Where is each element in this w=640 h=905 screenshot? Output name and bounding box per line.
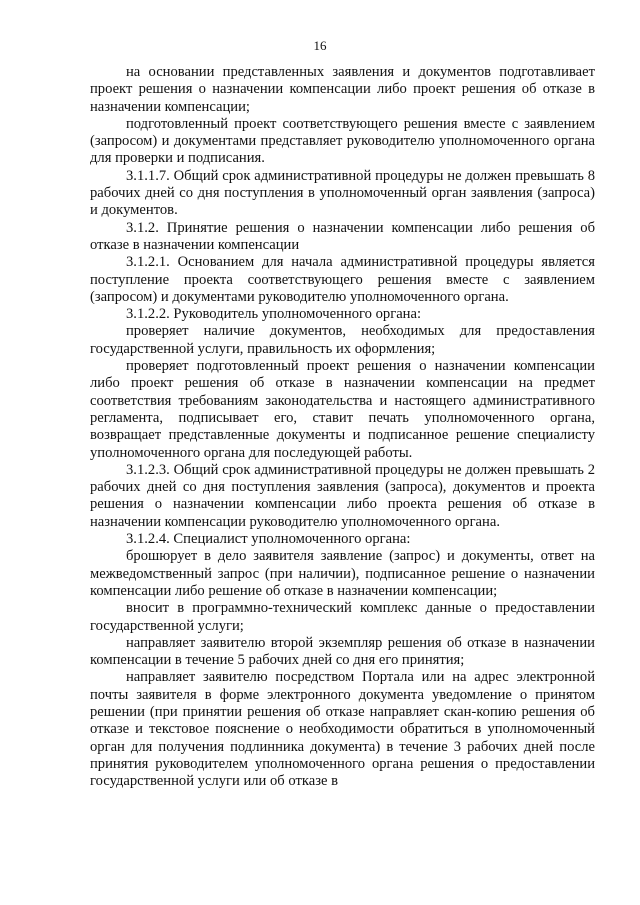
paragraph: 3.1.2.4. Специалист уполномоченного органа: bbox=[126, 531, 411, 548]
paragraph: брошюрует в дело заявителя заявление (запрос) и документы, ответ на межведомственный запрос (при наличии), подписанное решение о назначении компенсации либо решение об отказе в назначении компенсации; bbox=[90, 548, 595, 599]
document-body bbox=[90, 64, 595, 790]
section-heading: 3.1.2. Принятие решения о назначении компенсации либо решения об отказе в назначении компенсации bbox=[90, 219, 595, 253]
paragraph: 3.1.1.7. Общий срок административной процедуры не должен превышать 8 рабочих дней со дня поступления в уполномоченный орган заявления (запроса) и документов. bbox=[90, 167, 595, 219]
paragraph: проверяет подготовленный проект решения о назначении компенсации либо проект решения об отказе в назначении компенсации на предмет соответствия требованиям законодательства и настоящего административного регламента, подписывает его, ставит печать уполномоченного органа, возвращает представленные документы и подписанное решение специалисту уполномоченного органа для последующей работы. bbox=[90, 358, 595, 461]
paragraph: 3.1.2.3. Общий срок административной процедуры не должен превышать 2 рабочих дней со дня поступления заявления (запроса), документов и проекта решения о назначении компенсации либо проекта решения об отказе в назначении компенсации руководителю уполномоченного органа. bbox=[90, 461, 595, 530]
paragraph: на основании представленных заявления и документов подготавливает проект решения о назначении компенсации либо проект решения об отказе в назначении компенсации; bbox=[90, 64, 595, 115]
paragraph: 3.1.2.1. Основанием для начала административной процедуры является поступление проекта соответствующего решения вместе с заявлением (запросом) и документами руководителю уполномоченного органа. bbox=[90, 254, 595, 305]
paragraph: направляет заявителю посредством Портала или на адрес электронной почты заявителя в форме электронного документа уведомление о принятом решении (при принятии решения об отказе направляет скан-копию решения об отказе и текстовое пояснение о необходимости обратиться в уполномоченный орган для получения подлинника документа) в течение 3 рабочих дней после принятия руководителем уполномоченного органа решения о предоставлении государственной услуги или об отказе в bbox=[90, 669, 595, 790]
paragraph: проверяет наличие документов, необходимых для предоставления государственной услуги, правильность их оформления; bbox=[90, 323, 595, 357]
paragraph: подготовленный проект соответствующего решения вместе с заявлением (запросом) и документами представляет руководителю уполномоченного органа для проверки и подписания. bbox=[90, 115, 595, 167]
paragraph: 3.1.2.2. Руководитель уполномоченного органа: bbox=[126, 306, 422, 323]
page-number: 16 bbox=[313, 38, 327, 53]
paragraph: вносит в программно-технический комплекс данные о предоставлении государственной услуги; bbox=[90, 600, 595, 634]
paragraph: направляет заявителю второй экземпляр решения об отказе в назначении компенсации в течение 5 рабочих дней со дня его принятия; bbox=[90, 634, 595, 669]
